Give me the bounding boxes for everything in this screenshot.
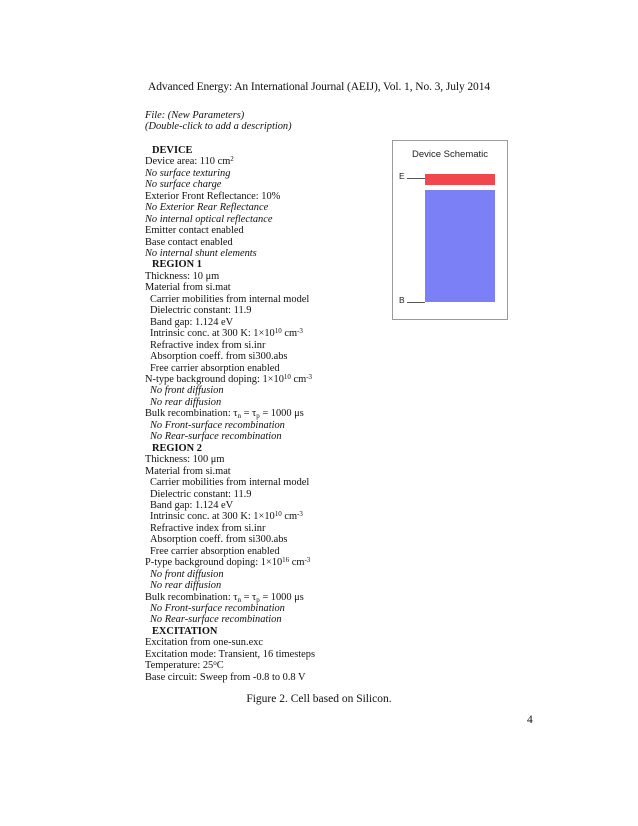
base-layer [425,190,495,302]
region2-rear-diffusion: No rear diffusion [150,580,222,592]
file-name: File: (New Parameters) [145,110,245,121]
region2-thickness: Thickness: 100 μm [145,454,225,466]
region2-absorption: Absorption coeff. from si300.abs [150,534,288,546]
spacer [145,133,385,145]
region1-refractive: Refractive index from si.inr [150,339,266,351]
temperature: Temperature: 25$^o$C [145,659,224,672]
region1-rear-recombination: No Rear-surface recombination [150,431,282,443]
region2-mobilities: Carrier mobilities from internal model [150,477,310,489]
excitation-mode: Excitation mode: Transient, 16 timesteps [145,648,315,660]
region2-heading: REGION 2 [152,442,202,454]
region2-bandgap: Band gap: 1.124 eV [150,499,234,511]
schematic-title: Device Schematic [411,149,489,160]
region1-doping: N-type background doping: $1\times 10^{10}$ $cm^{-3}$ [145,372,313,385]
device-parameter: No Exterior Rear Reflectance [145,202,269,214]
region2-intrinsic-conc: Intrinsic conc. at 300 K: $1\times 10^{10}$ $cm^{-3}$ [150,510,303,523]
emitter-lead [407,178,425,179]
device-parameter: No surface charge [145,179,222,191]
base-circuit: Base circuit: Sweep from -0.8 to 0.8 V [145,671,306,683]
device-schematic [392,140,508,320]
device-parameter: Emitter contact enabled [145,225,244,237]
region1-mobilities: Carrier mobilities from internal model [150,293,310,305]
region2-refractive: Refractive index from si.inr [150,522,266,534]
region1-rear-diffusion: No rear diffusion [150,396,222,408]
emitter-label: E [399,171,405,181]
device-area: Device area: 110 $cm^2$ [145,155,234,168]
region2-bulk-recombination: Bulk recombination: $\tau_n = \tau_p = 1000$ μs [145,591,304,604]
figure-caption: Figure 2. Cell based on Silicon. [246,693,392,705]
region1-bulk-recombination: Bulk recombination: $\tau_n = \tau_p = 1000$ μs [145,408,304,421]
region1-heading: REGION 1 [152,259,202,271]
region1-intrinsic-conc: Intrinsic conc. at 300 K: $1\times 10^{10}$ $cm^{-3}$ [150,327,303,340]
region2-dielectric: Dielectric constant: 11.9 [150,488,252,500]
region2-free-carrier: Free carrier absorption enabled [150,545,280,557]
device-heading: DEVICE [152,144,193,156]
device-parameter: No internal optical reflectance [145,213,273,225]
excitation-heading: EXCITATION [152,625,218,637]
region1-thickness: Thickness: 10 μm [145,270,220,282]
device-parameter-list [145,168,385,260]
region2-front-recombination: No Front-surface recombination [150,603,285,615]
region1-front-recombination: No Front-surface recombination [150,419,285,431]
region2-material: Material from si.mat [145,465,231,477]
region2-rear-recombination: No Rear-surface recombination [150,614,282,626]
region1-dielectric: Dielectric constant: 11.9 [150,305,252,317]
region2-doping: P-type background doping: $1\times 10^{16}$ $cm^{-3}$ [145,556,311,569]
excitation-source: Excitation from one-sun.exc [145,637,264,649]
base-lead [407,302,425,303]
device-parameter: No surface texturing [145,167,231,179]
device-parameter: Base contact enabled [145,236,233,248]
pc1d-parameter-listing [145,110,385,683]
region1-bandgap: Band gap: 1.124 eV [150,316,234,328]
base-label: B [399,295,405,305]
journal-header: Advanced Energy: An International Journal (AEIJ), Vol. 1, No. 3, July 2014 [147,81,491,93]
region1-free-carrier: Free carrier absorption enabled [150,362,280,374]
region2-front-diffusion: No front diffusion [150,568,224,580]
file-description: (Double-click to add a description) [145,121,292,133]
page-number: 4 [527,714,533,726]
emitter-layer [425,174,495,185]
region1-front-diffusion: No front diffusion [150,385,224,397]
region1-absorption: Absorption coeff. from si300.abs [150,351,288,363]
device-parameter: No internal shunt elements [145,247,257,259]
region1-material: Material from si.mat [145,282,231,294]
device-parameter: Exterior Front Reflectance: 10% [145,190,281,202]
